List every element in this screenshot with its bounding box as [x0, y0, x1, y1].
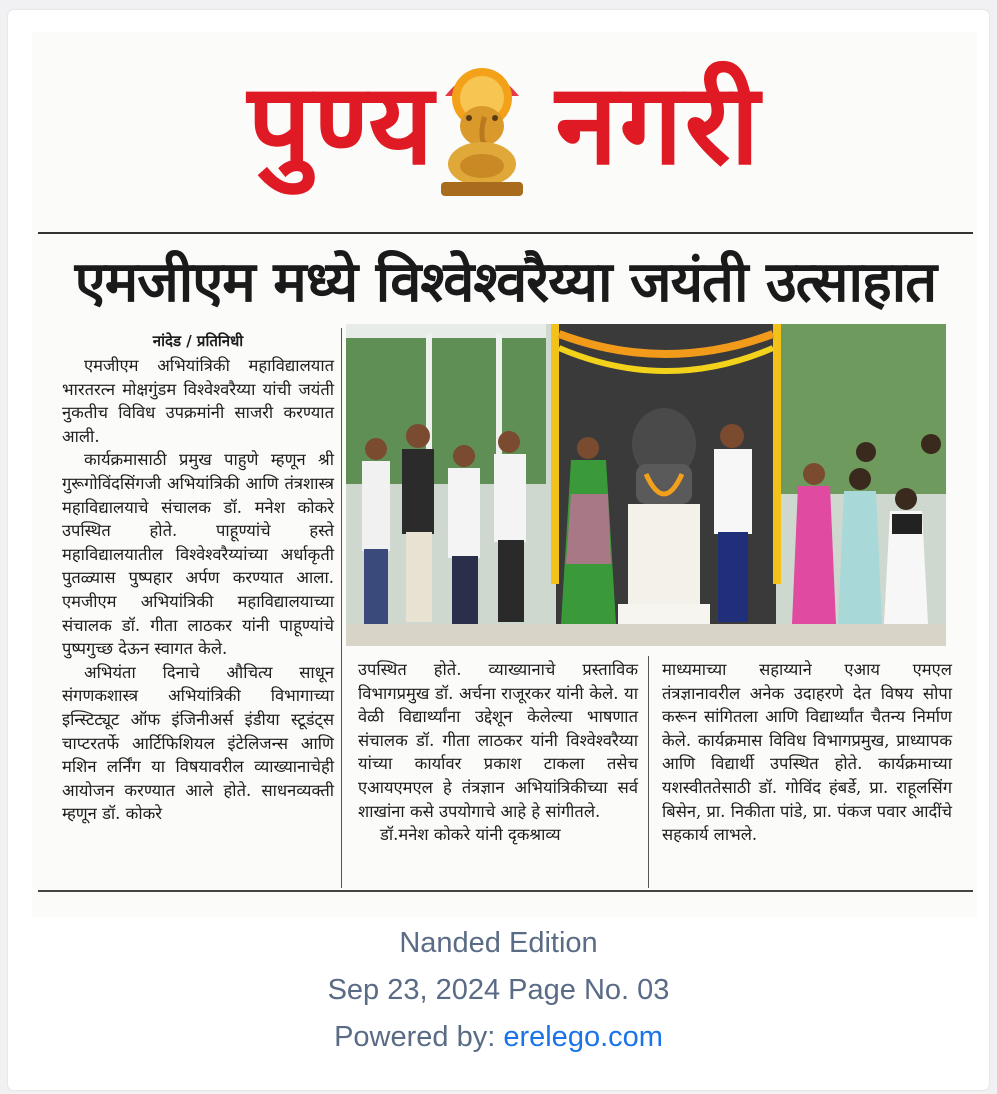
masthead-right-word: नगरी	[555, 60, 762, 190]
bottom-rule	[38, 890, 973, 892]
paragraph: कार्यक्रमासाठी प्रमुख पाहुणे म्हणून श्री गुरूगोविंदसिंगजी अभियांत्रिकी आणि तंत्रशास्त्र महाविद्यालयाचे संचालक डॉ. मनेश कोकरे उपस्थित होते. पाहूण्यांचे हस्ते महाविद्यालयातील विश्वेश्वरैय्यांच्या अर्धाकृती पुतळ्यास पुष्पहार अर्पण करण्यात आला. एमजीएम अभियांत्रिकी महाविद्यालयाच्या संचालक डॉ. गीता लाठकर यांनी पाहूण्यांचे पुष्पगुच्छ देऊन स्वागत केले.	[62, 450, 334, 659]
article-headline: एमजीएम मध्ये विश्वेश्वरैय्या जयंती उत्साहात	[74, 250, 937, 315]
newspaper-clipping	[32, 32, 977, 917]
masthead-left-word: पुण्य	[247, 60, 436, 190]
article-column-3	[662, 658, 952, 847]
paragraph: एमजीएम अभियांत्रिकी महाविद्यालयात भारतरत्न मोक्षगुंडम विश्वेश्वरैय्या यांची जयंती नुकतीच विविध उपक्रमांनी साजरी करण्यात आली.	[62, 356, 334, 446]
column-divider	[341, 328, 342, 888]
dateline: नांदेड / प्रतिनिधी	[152, 332, 244, 350]
article-column-2	[358, 658, 638, 847]
paragraph: डॉ.मनेश कोकरे यांनी दृकश्राव्य	[380, 825, 561, 845]
event-photo-illustration	[346, 324, 946, 646]
column-divider	[648, 656, 649, 888]
article-column-1	[62, 330, 334, 826]
edition-date-page: Sep 23, 2024 Page No. 03	[327, 974, 670, 1006]
top-rule	[38, 232, 973, 234]
edition-name: Nanded Edition	[399, 927, 598, 959]
powered-by	[0, 1014, 997, 1061]
edition-footer	[0, 920, 997, 1061]
ganesh-idol-icon	[427, 56, 537, 204]
masthead	[32, 32, 977, 227]
powered-by-label: Powered by:	[334, 1021, 504, 1053]
paragraph: उपस्थित होते. व्याख्यानाचे प्रस्ताविक विभागप्रमुख डॉ. अर्चना राजूरकर यांनी केले. या वेळी विद्यार्थ्यांना उद्देशून केलेल्या भाषणात संचालक डॉ. गीता लाठकर यांनी विश्वेश्वरैय्या यांच्या कार्यावर प्रकाश टाकला तसेच एआयएमएल हे तंत्रज्ञान अभियांत्रिकीच्या सर्व शाखांना कसे उपयोगाचे आहे हे सांगीतले.	[358, 660, 638, 821]
paragraph: अभियंता दिनाचे औचित्य साधून संगणकशास्त्र अभियांत्रिकी विभागाच्या इन्स्टिट्यूट ऑफ इंजिनीअर्स इंडीया स्टूडंट्स चाप्टरतर्फे आर्टिफिशियल इंटेलिजन्स आणि मशिन लर्निंग या विषयावरील व्याख्यानाचेही आयोजन करण्यात आले होते. साधनव्यक्ती म्हणून डॉ. कोकरे	[62, 662, 334, 824]
erelego-link[interactable]: erelego.com	[503, 1021, 663, 1053]
paragraph: माध्यमाच्या सहाय्याने एआय एमएल तंत्रज्ञानावरील अनेक उदाहरणे देत विषय सोपा करून सांगितला आणि विद्यार्थ्यांत चैतन्य निर्माण केले. कार्यक्रमास विविध विभागप्रमुख, प्राध्यापक आणि विद्यार्थी उपस्थित होते. कार्यक्रमाच्या यशस्वीततेसाठी डॉ. गोविंद हंबर्डे, प्रा. राहूलसिंग बिसेन, प्रा. निकीता पांडे, प्रा. पंकज पवार आदींचे सहकार्य लाभले.	[662, 660, 952, 845]
event-photo	[346, 324, 946, 646]
clipping-card	[8, 10, 989, 1090]
